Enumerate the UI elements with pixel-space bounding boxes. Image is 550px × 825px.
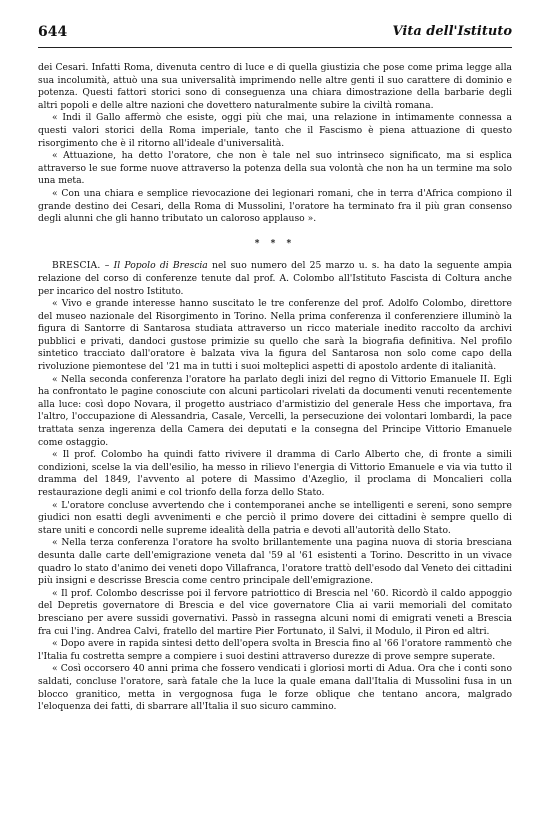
paragraph: « Indi il Gallo affermò che esiste, oggi più che mai, una relazione in intimamente connessa a questi valori storici della Roma imperiale, tanto che il Fascismo è piena attuazione di questo risorgimento che è il ritorno all'ideale d'universalità. — [38, 112, 512, 149]
paragraph-brescia-intro — [38, 260, 512, 298]
paragraph: « Nella terza conferenza l'oratore ha svolto brillantemente una pagina nuova di storia bresciana desunta dalle carte dell'emigrazione veneta dal '59 al '61 esistenti a Torino. Descritto in un vivace quadro lo stato d'animo dei veneti dopo Villafranca, l'oratore trattò dell'esodo dal Veneto dei cittadini più insigni e descrisse Brescia come centro principale dell'emigrazione. — [38, 537, 512, 587]
running-head: Vita dell'Istituto — [392, 24, 512, 39]
paragraph: dei Cesari. Infatti Roma, divenuta centro di luce e di quella giustizia che pose come prima legge alla sua incolumità, attuò una sua universalità imprimendo nelle altre genti il suo carattere di dominio e potenza. Questi fattori storici sono di conseguenza una chiara dimostrazione della barbarie degli altri popoli e delle altre nazioni che dovettero naturalmente subire la civiltà romana. — [38, 62, 512, 111]
intro-text: nel suo numero del 25 marzo u. s. ha dato la seguente ampia relazione del corso di conferenze tenute dal prof. A. Colombo all'Istituto Fascista di Coltura anche per incarico del nostro Istituto. — [38, 260, 513, 297]
header-rule — [38, 47, 512, 48]
place-name: BRESCIA. — [52, 260, 101, 272]
section-separator: * * * — [254, 238, 296, 249]
paragraph: « Dopo avere in rapida sintesi detto dell'opera svolta in Brescia fino al '66 l'oratore rammentò che l'Italia fu costretta sempre a compiere i suoi destini attraverso durezze di prove sempre superate. — [38, 638, 512, 662]
newspaper-title: Il Popolo di Brescia — [113, 260, 208, 272]
paragraph: « Nella seconda conferenza l'oratore ha parlato degli inizi del regno di Vittorio Emanuele II. Egli ha confrontato le pagine conosciute con alcuni particolari rivelati da documenti venuti recentemente alla luce: così dopo Novara, il progetto austriaco d'armistizio del generale Hess che importava, fra l'altro, l'occupazione di Alessandria, Casale, Vercelli, la persecuzione dei volontari lombardi, la pace trattata senza ingerenza della Camera dei deputati e la consegna del Principe Vittorio Emanuele come ostaggio. — [38, 373, 512, 448]
paragraph: « L'oratore concluse avvertendo che i contemporanei anche se intelligenti e sereni, sono sempre giudici non esatti degli avvenimenti e che perciò il primo dovere dei cittadini è sempre quello di stare uniti e concordi nelle supreme idealità della patria e devoti all'autorità dello Stato. — [38, 499, 512, 536]
page-header — [38, 24, 512, 44]
dash: – — [100, 260, 114, 272]
body-text — [38, 62, 512, 714]
paragraph: « Il prof. Colombo descrisse poi il fervore patriottico di Brescia nel '60. Ricordò il caldo appoggio del Depretis governatore di Brescia e del vice governatore Clia ai varii memoriali del comitato bresciano per avere sussidi governativi. Passò in rassegna alcuni nomi di emigrati veneti a Brescia fra cui l'ing. Andrea Calvi, fratello del martire Pier Fortunato, il Salvi, il Modulo, il Piron ed altri. — [38, 587, 512, 637]
page-number: 644 — [38, 24, 68, 40]
paragraph: « Con una chiara e semplice rievocazione dei legionari romani, che in terra d'Africa compiono il grande destino dei Cesari, della Roma di Mussolini, l'oratore ha terminato fra il più gran consenso degli alunni che gli hanno tributato un caloroso applauso ». — [38, 187, 512, 225]
paragraph: « Vivo e grande interesse hanno suscitato le tre conferenze del prof. Adolfo Colombo, direttore del museo nazionale del Risorgimento in Torino. Nella prima conferenza il conferenziere illuminò la figura di Santorre di Santarosa studiata attraverso un ricco materiale inedito raccolto da archivi pubblici e privati, dandoci gustose primizie su quello che sarà la biografia definitiva. Nel profilo sintetico tracciato dall'oratore è balzata viva la figura del Santarosa non solo come capo della rivoluzione piemontese del '21 ma in tutti i suoi molteplici aspetti di apostolo ardente di italianità. — [38, 298, 512, 373]
paragraph: « Attuazione, ha detto l'oratore, che non è tale nel suo intrinseco significato, ma si esplica attraverso le sue forme nuove attraverso la potenza della sua volontà che non ha un termine ma solo una meta. — [38, 150, 512, 187]
paragraph: « Così occorsero 40 anni prima che fossero vendicati i gloriosi morti di Adua. Ora che i conti sono saldati, concluse l'oratore, sarà fatale che la luce la quale emana dall'Italia di Mussolini fusa in un blocco granitico, metta in vergognosa fuga le forze oblique che tentano ancora, malgrado l'eloquenza dei fatti, di sbarrare all'Italia il suo sicuro cammino. — [38, 663, 512, 713]
paragraph: « Il prof. Colombo ha quindi fatto rivivere il dramma di Carlo Alberto che, di fronte a simili condizioni, scelse la via dell'esilio, ha messo in rilievo l'energia di Vittorio Emanuele e via via tutto il dramma del 1849, l'avvento al potere di Massimo d'Azeglio, il proclama di Moncalieri colla restaurazione degli animi e col trionfo della forza dello Stato. — [38, 449, 512, 498]
